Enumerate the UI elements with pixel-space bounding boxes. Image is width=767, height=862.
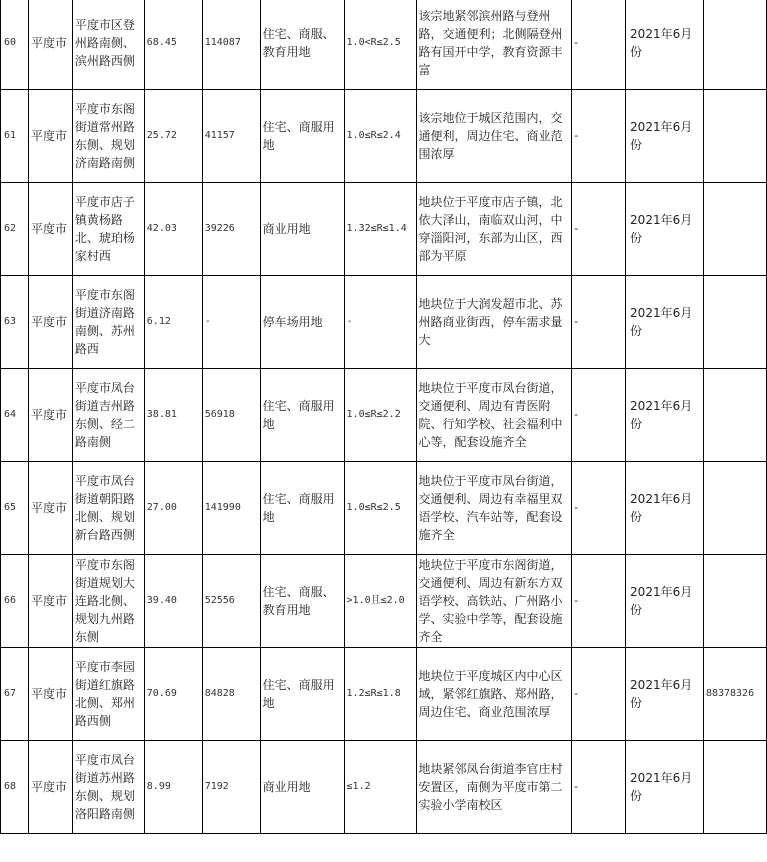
address-cell: 平度市店子镇黄杨路北、琥珀杨家村西 <box>72 183 144 276</box>
plot-ratio-cell: 1.0≤R≤2.5 <box>344 462 416 555</box>
address-cell: 平度市李园街道红旗路北侧、郑州路西侧 <box>72 648 144 741</box>
description-cell: 地块位于大润发超市北、苏州路商业街西，停车需求量大 <box>416 276 572 369</box>
city-cell: 平度市 <box>28 90 72 183</box>
table-row <box>1 648 767 741</box>
table-row <box>1 276 767 369</box>
table-row <box>1 90 767 183</box>
row-number: 65 <box>1 462 29 555</box>
land-use-cell: 住宅、商服用地 <box>260 369 344 462</box>
contact-cell <box>703 462 766 555</box>
description-cell: 地块位于平度市凤台街道，交通便利、周边有幸福里双语学校、汽车站等，配套设施齐全 <box>416 462 572 555</box>
row-number: 60 <box>1 0 29 90</box>
land-use-cell: 住宅、商服、教育用地 <box>260 555 344 648</box>
description-cell: 该宗地紧邻滨州路与登州路，交通便利；北侧隔登州路有国开中学，教育资源丰富 <box>416 0 572 90</box>
price-cell: - <box>202 276 260 369</box>
address-cell: 平度市凤台街道吉州路东侧、经二路南侧 <box>72 369 144 462</box>
row-number: 61 <box>1 90 29 183</box>
date-cell: 2021年6月份 <box>626 648 704 741</box>
land-use-cell: 住宅、商服用地 <box>260 462 344 555</box>
plot-ratio-cell: 1.2≤R≤1.8 <box>344 648 416 741</box>
date-cell: 2021年6月份 <box>626 276 704 369</box>
city-cell: 平度市 <box>28 648 72 741</box>
description-cell: 地块紧邻凤台街道李官庄村安置区，南侧为平度市第二实验小学南校区 <box>416 741 572 834</box>
table-row <box>1 183 767 276</box>
land-use-cell: 商业用地 <box>260 741 344 834</box>
plot-ratio-cell: 1.0≤R≤2.2 <box>344 369 416 462</box>
price-cell: 141990 <box>202 462 260 555</box>
price-cell: 84828 <box>202 648 260 741</box>
row-number: 68 <box>1 741 29 834</box>
area-cell: 6.12 <box>144 276 202 369</box>
land-use-cell: 停车场用地 <box>260 276 344 369</box>
address-cell: 平度市东阁街道常州路东侧、规划济南路南侧 <box>72 90 144 183</box>
contact-cell <box>703 183 766 276</box>
city-cell: 平度市 <box>28 369 72 462</box>
contact-cell <box>703 90 766 183</box>
land-use-cell: 住宅、商服用地 <box>260 648 344 741</box>
city-cell: 平度市 <box>28 183 72 276</box>
placeholder-cell: - <box>572 369 626 462</box>
city-cell: 平度市 <box>28 0 72 90</box>
date-cell: 2021年6月份 <box>626 90 704 183</box>
date-cell: 2021年6月份 <box>626 183 704 276</box>
land-table-body <box>1 0 767 834</box>
placeholder-cell: - <box>572 90 626 183</box>
row-number: 66 <box>1 555 29 648</box>
contact-cell <box>703 741 766 834</box>
land-use-cell: 住宅、商服用地 <box>260 90 344 183</box>
placeholder-cell: - <box>572 0 626 90</box>
price-cell: 56918 <box>202 369 260 462</box>
area-cell: 38.81 <box>144 369 202 462</box>
placeholder-cell: - <box>572 555 626 648</box>
price-cell: 52556 <box>202 555 260 648</box>
city-cell: 平度市 <box>28 741 72 834</box>
contact-cell <box>703 369 766 462</box>
date-cell: 2021年6月份 <box>626 741 704 834</box>
area-cell: 39.40 <box>144 555 202 648</box>
table-row <box>1 369 767 462</box>
city-cell: 平度市 <box>28 462 72 555</box>
address-cell: 平度市凤台街道苏州路东侧、规划洛阳路南侧 <box>72 741 144 834</box>
row-number: 64 <box>1 369 29 462</box>
table-row <box>1 741 767 834</box>
plot-ratio-cell: 1.0<R≤2.5 <box>344 0 416 90</box>
price-cell: 41157 <box>202 90 260 183</box>
price-cell: 39226 <box>202 183 260 276</box>
area-cell: 68.45 <box>144 0 202 90</box>
row-number: 62 <box>1 183 29 276</box>
contact-cell <box>703 0 766 90</box>
plot-ratio-cell: - <box>344 276 416 369</box>
date-cell: 2021年6月份 <box>626 462 704 555</box>
table-row <box>1 462 767 555</box>
land-use-cell: 商业用地 <box>260 183 344 276</box>
contact-cell <box>703 276 766 369</box>
city-cell: 平度市 <box>28 555 72 648</box>
city-cell: 平度市 <box>28 276 72 369</box>
description-cell: 该宗地位于城区范围内，交通便利，周边住宅、商业范围浓厚 <box>416 90 572 183</box>
address-cell: 平度市东阁街道济南路南侧、苏州路西 <box>72 276 144 369</box>
placeholder-cell: - <box>572 183 626 276</box>
price-cell: 114087 <box>202 0 260 90</box>
contact-cell <box>703 555 766 648</box>
description-cell: 地块位于平度城区内中心区域，紧邻红旗路、郑州路，周边住宅、商业范围浓厚 <box>416 648 572 741</box>
date-cell: 2021年6月份 <box>626 555 704 648</box>
price-cell: 7192 <box>202 741 260 834</box>
placeholder-cell: - <box>572 648 626 741</box>
area-cell: 8.99 <box>144 741 202 834</box>
table-row <box>1 0 767 90</box>
description-cell: 地块位于平度市东阁街道，交通便利、周边有新东方双语学校、高铁站、广州路小学、实验中学等，配套设施齐全 <box>416 555 572 648</box>
contact-cell: 88378326 <box>703 648 766 741</box>
row-number: 63 <box>1 276 29 369</box>
address-cell: 平度市东阁街道规划大连路北侧、规划九州路东侧 <box>72 555 144 648</box>
description-cell: 地块位于平度市店子镇，北依大泽山，南临双山河，中穿淄阳河，东部为山区，西部为平原 <box>416 183 572 276</box>
plot-ratio-cell: 1.32≤R≤1.4 <box>344 183 416 276</box>
address-cell: 平度市区登州路南侧、滨州路西侧 <box>72 0 144 90</box>
address-cell: 平度市凤台街道朝阳路北侧、规划新台路西侧 <box>72 462 144 555</box>
description-cell: 地块位于平度市凤台街道，交通便利、周边有青医附院、行知学校、社会福利中心等，配套设施齐全 <box>416 369 572 462</box>
area-cell: 27.00 <box>144 462 202 555</box>
date-cell: 2021年6月份 <box>626 0 704 90</box>
plot-ratio-cell: ≤1.2 <box>344 741 416 834</box>
placeholder-cell: - <box>572 462 626 555</box>
land-use-cell: 住宅、商服、教育用地 <box>260 0 344 90</box>
plot-ratio-cell: 1.0≤R≤2.4 <box>344 90 416 183</box>
placeholder-cell: - <box>572 276 626 369</box>
placeholder-cell: - <box>572 741 626 834</box>
table-row <box>1 555 767 648</box>
row-number: 67 <box>1 648 29 741</box>
date-cell: 2021年6月份 <box>626 369 704 462</box>
plot-ratio-cell: >1.0且≤2.0 <box>344 555 416 648</box>
area-cell: 42.03 <box>144 183 202 276</box>
area-cell: 25.72 <box>144 90 202 183</box>
area-cell: 70.69 <box>144 648 202 741</box>
